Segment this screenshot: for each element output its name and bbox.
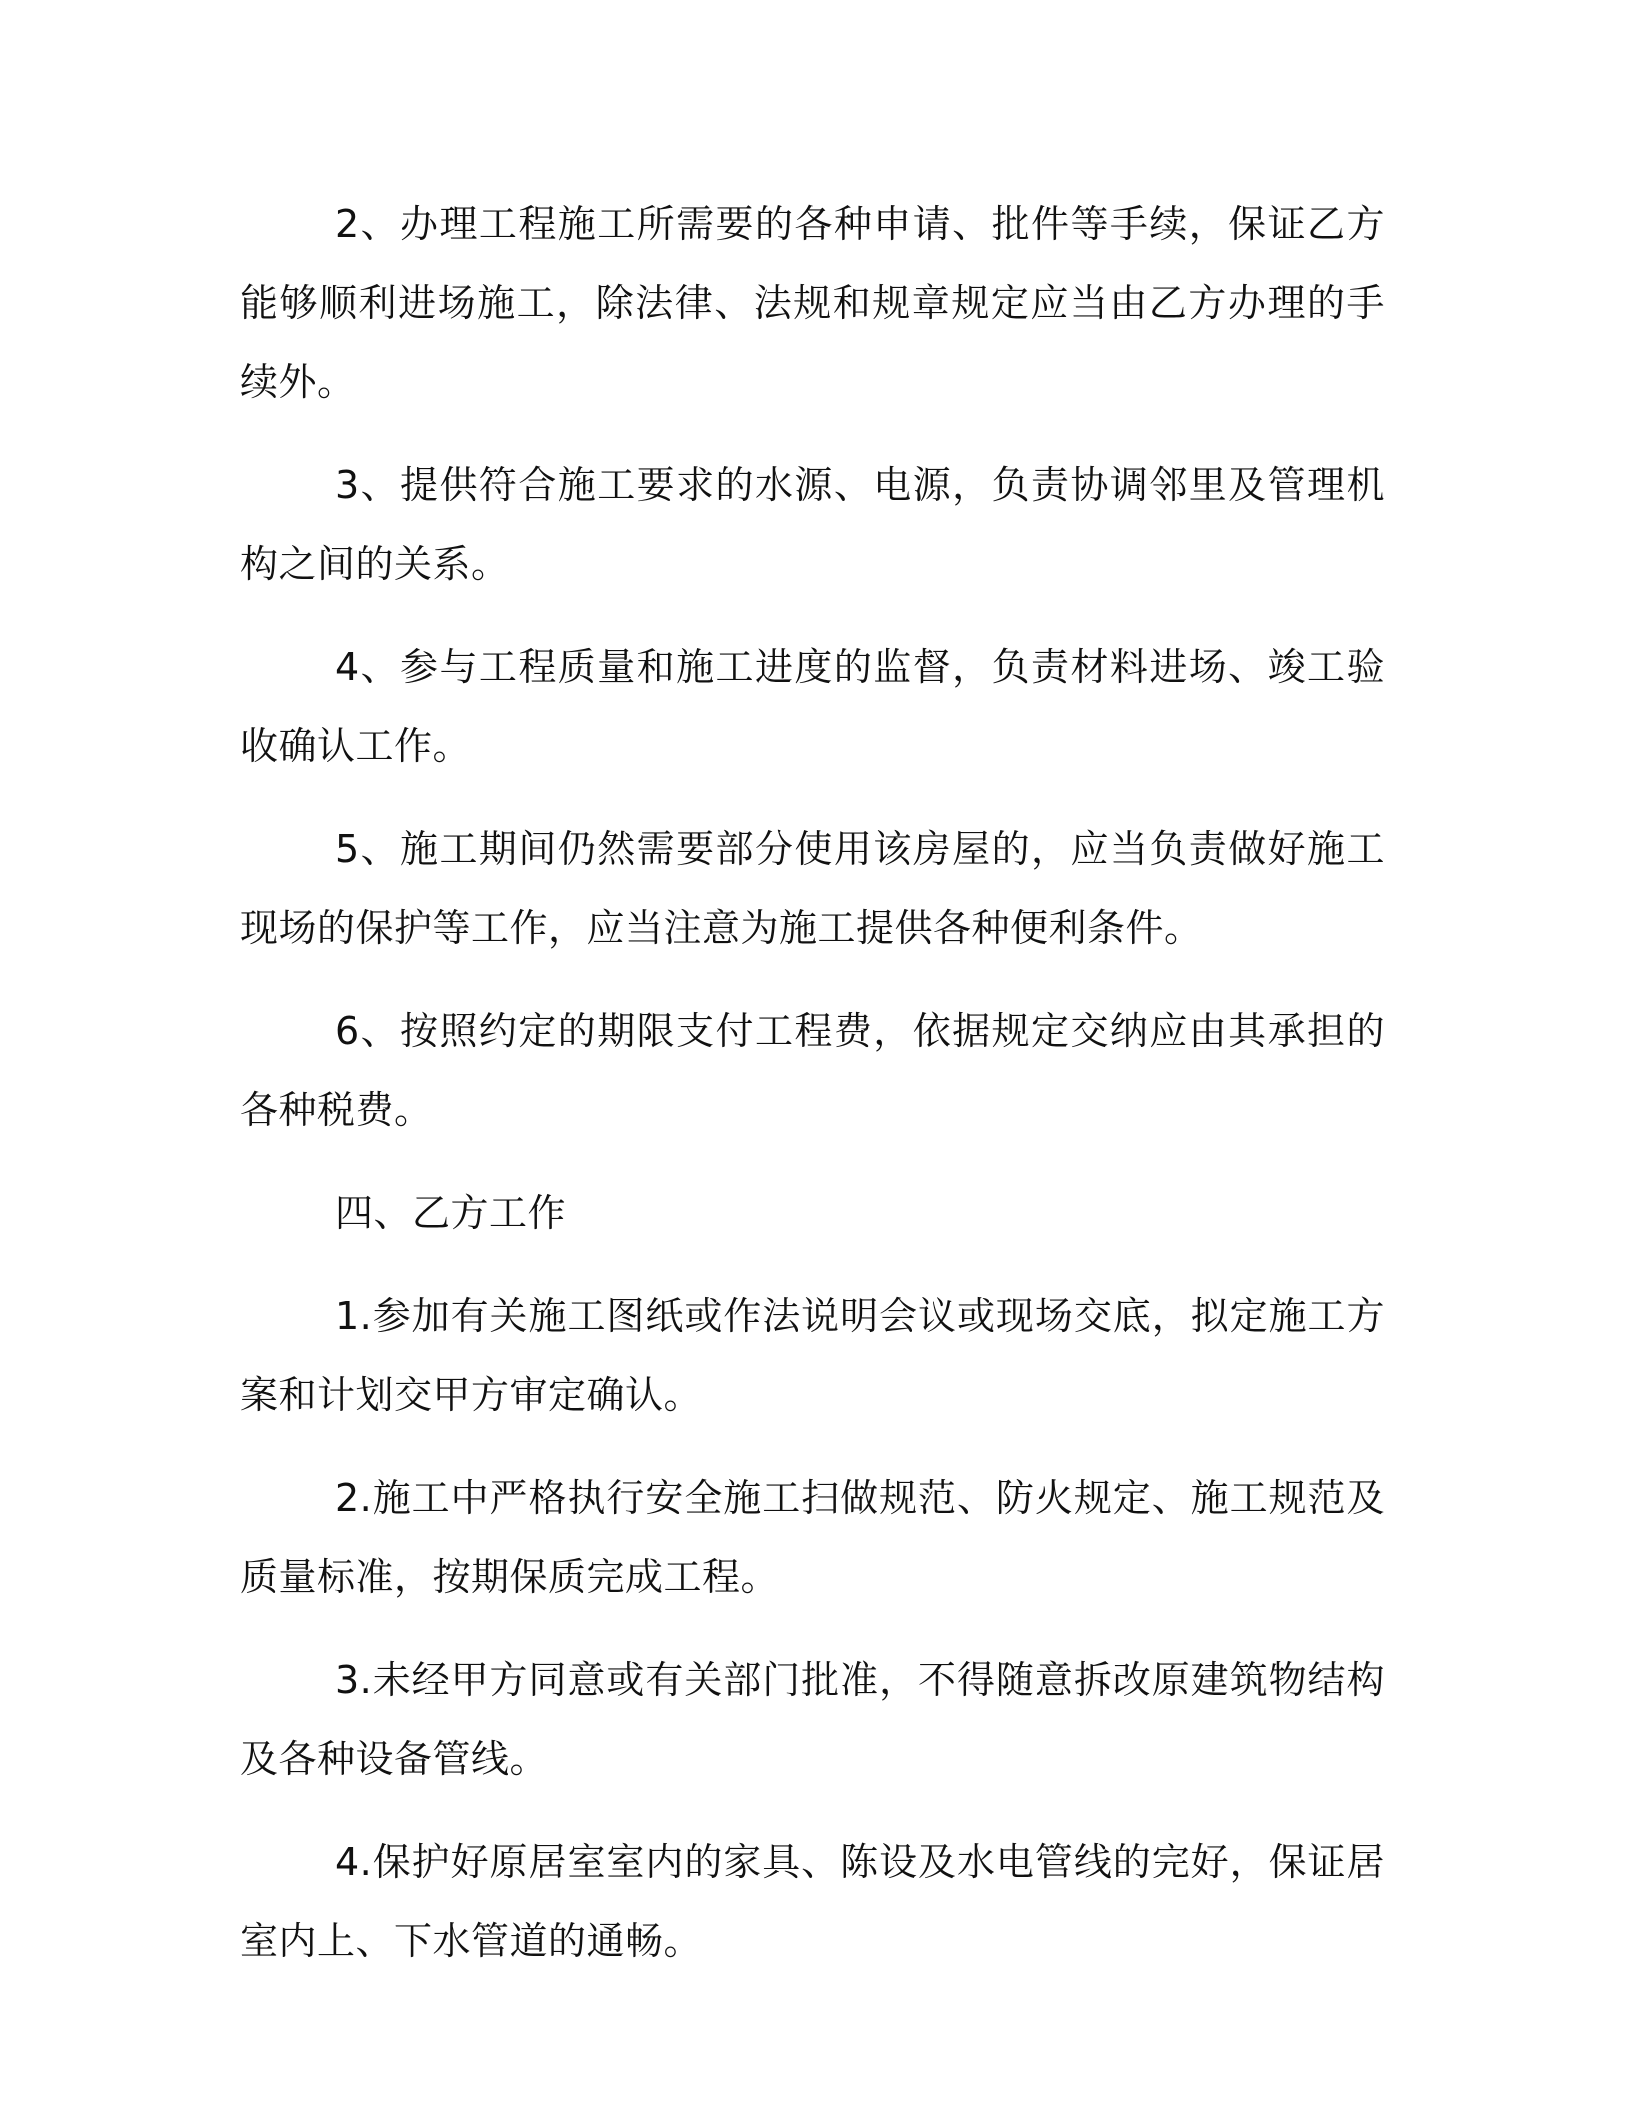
document-body <box>240 185 1385 2005</box>
paragraph-party-a-item-3: 3、提供符合施工要求的水源、电源，负责协调邻里及管理机构之间的关系。 <box>240 463 1385 586</box>
paragraph-party-b-item-3: 3.未经甲方同意或有关部门批准，不得随意拆改原建筑物结构及各种设备管线。 <box>240 1658 1385 1781</box>
paragraph-party-a-item-5: 5、施工期间仍然需要部分使用该房屋的，应当负责做好施工现场的保护等工作，应当注意为施工提供各种便利条件。 <box>240 827 1385 950</box>
section-heading-party-b: 四、乙方工作 <box>335 1191 567 1235</box>
paragraph-party-a-item-4: 4、参与工程质量和施工进度的监督，负责材料进场、竣工验收确认工作。 <box>240 645 1385 768</box>
paragraph-party-a-item-6: 6、按照约定的期限支付工程费，依据规定交纳应由其承担的各种税费。 <box>240 1009 1385 1132</box>
paragraph-party-a-item-2: 2、办理工程施工所需要的各种申请、批件等手续，保证乙方能够顺利进场施工，除法律、法规和规章规定应当由乙方办理的手续外。 <box>240 202 1385 404</box>
paragraph-party-b-item-1: 1.参加有关施工图纸或作法说明会议或现场交底，拟定施工方案和计划交甲方审定确认。 <box>240 1294 1385 1417</box>
paragraph-party-b-item-4: 4.保护好原居室室内的家具、陈设及水电管线的完好，保证居室内上、下水管道的通畅。 <box>240 1840 1385 1963</box>
paragraph-party-b-item-2: 2.施工中严格执行安全施工扫做规范、防火规定、施工规范及质量标准，按期保质完成工程。 <box>240 1476 1385 1599</box>
